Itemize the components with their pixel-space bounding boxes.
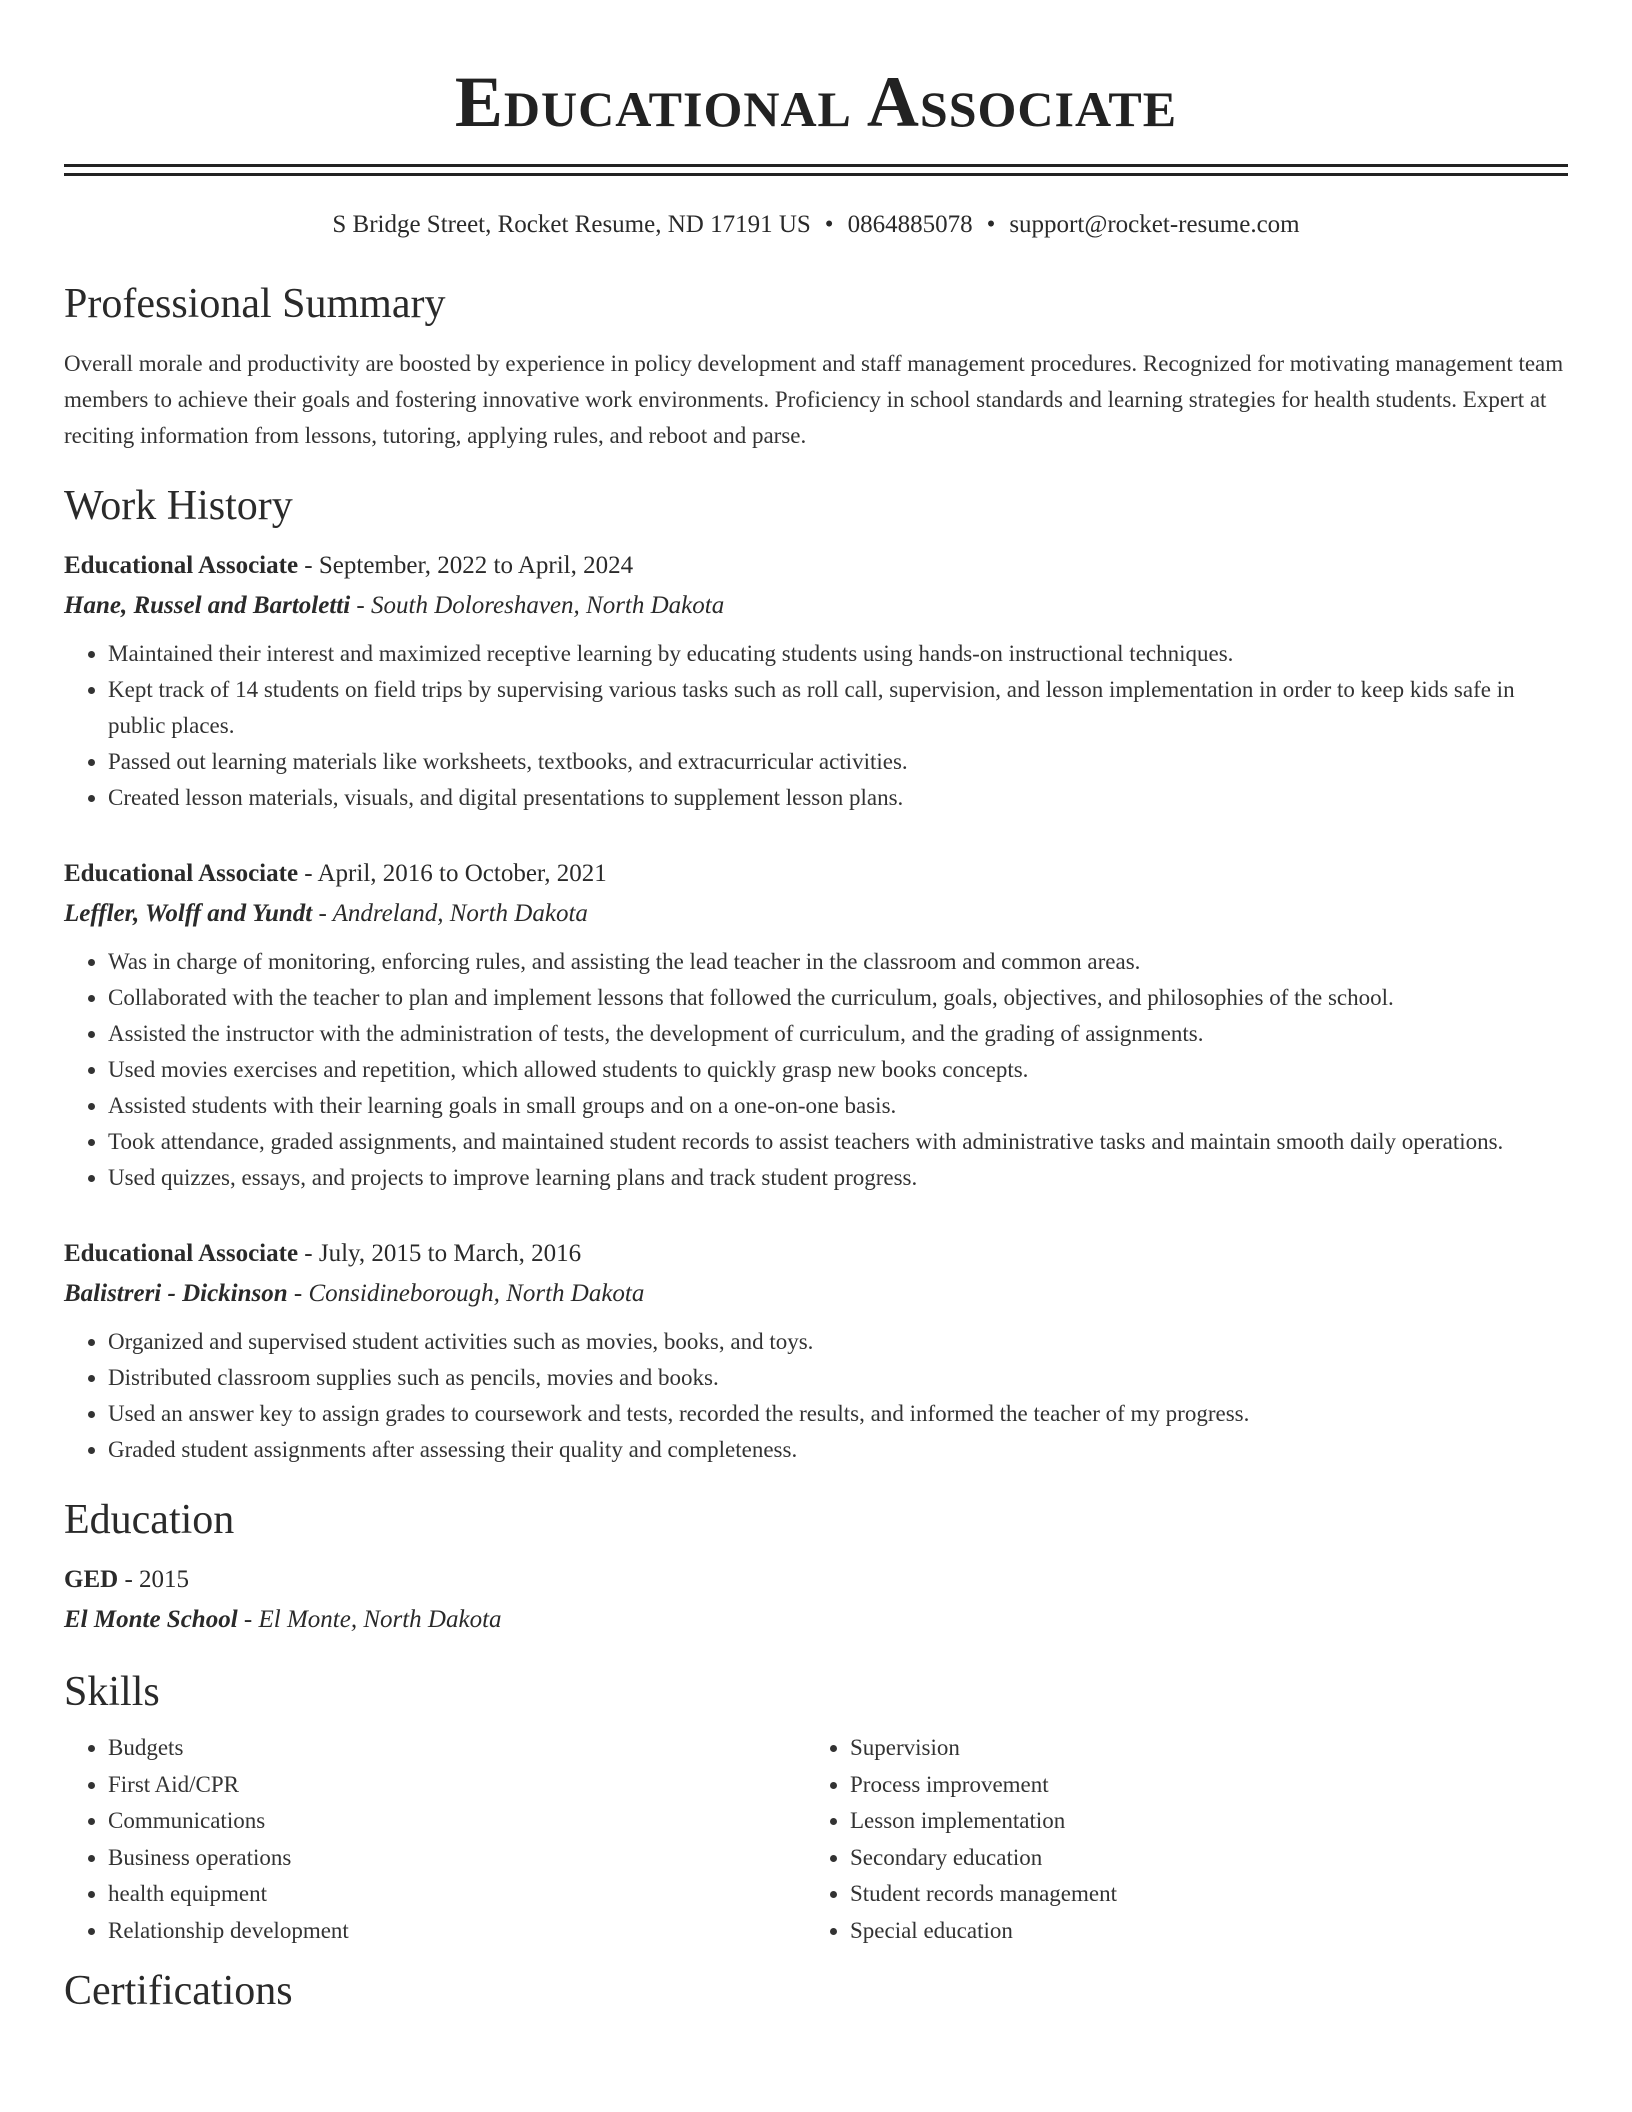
- job-dates: July, 2015 to March, 2016: [318, 1240, 582, 1267]
- job-location: Andreland, North Dakota: [332, 900, 588, 927]
- job-bullets: [64, 1324, 1568, 1468]
- contact-separator: •: [824, 211, 834, 238]
- skill-item: • Communications: [108, 1803, 806, 1840]
- skill-item: • Secondary education: [850, 1840, 1548, 1877]
- resume-title: Educational Associate: [454, 62, 1178, 142]
- summary-text: Overall morale and productivity are boosted by experience in policy development and staff management procedures. Recognized for motivating management team members to achieve their goals and fostering innovative work environments. Proficiency in school standards and learning strategies for health students. Expert at reciting information from lessons, tutoring, applying rules, and reboot and parse.: [64, 351, 1564, 448]
- job-role: Educational Associate: [64, 1240, 299, 1267]
- skills-columns: [64, 1730, 1568, 1949]
- education-school: El Monte School: [64, 1606, 238, 1633]
- skills-column-left: [64, 1730, 806, 1949]
- job-bullet: • Distributed classroom supplies such as pencils, movies and books.: [108, 1360, 1568, 1396]
- skill-item: • Business operations: [108, 1840, 806, 1877]
- education-year: 2015: [139, 1566, 190, 1593]
- education-degree-line: GED - 2015: [64, 1566, 190, 1593]
- contact-line: [64, 208, 1568, 242]
- job-bullets: [64, 636, 1568, 816]
- job-bullet: • Created lesson materials, visuals, and digital presentations to supplement lesson plans.: [108, 780, 1568, 816]
- job-dates: April, 2016 to October, 2021: [317, 860, 607, 887]
- job-dates: September, 2022 to April, 2024: [318, 552, 634, 579]
- skill-item: • Student records management: [850, 1876, 1548, 1913]
- job-role: Educational Associate: [64, 860, 299, 887]
- job-bullet: • Took attendance, graded assignments, and maintained student records to assist teachers with administrative tasks and maintain smooth daily operations.: [108, 1124, 1568, 1160]
- job-entry: [64, 1234, 1568, 1468]
- education-entry: [64, 1560, 1568, 1640]
- skill-item: • First Aid/CPR: [108, 1767, 806, 1804]
- contact-email: support@rocket-resume.com: [1009, 211, 1300, 238]
- job-bullet: • Used quizzes, essays, and projects to improve learning plans and track student progress.: [108, 1160, 1568, 1196]
- section-heading-education: Education: [64, 1497, 235, 1543]
- job-company-line: Hane, Russel and Bartoletti - South Doloreshaven, North Dakota: [64, 592, 725, 619]
- job-bullet: • Was in charge of monitoring, enforcing rules, and assisting the lead teacher in the classroom and common areas.: [108, 944, 1568, 980]
- job-bullet: • Passed out learning materials like worksheets, textbooks, and extracurricular activities.: [108, 744, 1568, 780]
- job-header: Educational Associate - April, 2016 to October, 2021: [64, 860, 607, 887]
- skill-item: • Special education: [850, 1913, 1548, 1950]
- job-location: South Doloreshaven, North Dakota: [371, 592, 725, 619]
- job-bullet: • Graded student assignments after assessing their quality and completeness.: [108, 1432, 1568, 1468]
- job-company: Balistreri - Dickinson: [64, 1280, 288, 1307]
- job-bullet: • Used movies exercises and repetition, which allowed students to quickly grasp new books concepts.: [108, 1052, 1568, 1088]
- job-role: Educational Associate: [64, 552, 299, 579]
- education-degree: GED: [64, 1566, 119, 1593]
- skill-item: • Lesson implementation: [850, 1803, 1548, 1840]
- section-heading-certifications: Certifications: [64, 1968, 293, 2014]
- job-header: Educational Associate - September, 2022 to April, 2024: [64, 552, 634, 579]
- skill-item: • health equipment: [108, 1876, 806, 1913]
- job-bullet: • Maintained their interest and maximized receptive learning by educating students using hands-on instructional techniques.: [108, 636, 1568, 672]
- job-bullet: • Organized and supervised student activities such as movies, books, and toys.: [108, 1324, 1568, 1360]
- job-bullet: • Used an answer key to assign grades to coursework and tests, recorded the results, and informed the teacher of my progress.: [108, 1396, 1568, 1432]
- job-bullet: • Assisted students with their learning goals in small groups and on a one-on-one basis.: [108, 1088, 1568, 1124]
- job-location: Considineborough, North Dakota: [308, 1280, 645, 1307]
- job-company: Hane, Russel and Bartoletti: [64, 592, 351, 619]
- job-header: Educational Associate - July, 2015 to March, 2016: [64, 1240, 582, 1267]
- job-company-line: Leffler, Wolff and Yundt - Andreland, North Dakota: [64, 900, 588, 927]
- skill-item: • Process improvement: [850, 1767, 1548, 1804]
- job-bullet: • Kept track of 14 students on field trips by supervising various tasks such as roll call, supervision, and lesson implementation in order to keep kids safe in public places.: [108, 672, 1568, 744]
- job-bullets: [64, 944, 1568, 1196]
- skill-item: • Budgets: [108, 1730, 806, 1767]
- job-bullet: • Collaborated with the teacher to plan and implement lessons that followed the curriculum, goals, objectives, and philosophies of the school.: [108, 980, 1568, 1016]
- education-school-line: El Monte School - El Monte, North Dakota: [64, 1606, 502, 1633]
- job-company: Leffler, Wolff and Yundt: [64, 900, 313, 927]
- job-bullet: • Assisted the instructor with the administration of tests, the development of curriculum, and the grading of assignments.: [108, 1016, 1568, 1052]
- skill-item: • Supervision: [850, 1730, 1548, 1767]
- skill-item: • Relationship development: [108, 1913, 806, 1950]
- education-location: El Monte, North Dakota: [258, 1606, 502, 1633]
- title-double-rule: [64, 164, 1568, 176]
- section-heading-skills: Skills: [64, 1669, 160, 1715]
- section-heading-summary: Professional Summary: [64, 281, 446, 327]
- section-heading-work-history: Work History: [64, 483, 293, 529]
- job-entry: [64, 854, 1568, 1196]
- contact-phone: 0864885078: [847, 211, 973, 238]
- contact-address: S Bridge Street, Rocket Resume, ND 17191 US: [332, 211, 811, 238]
- job-company-line: Balistreri - Dickinson - Considineborough, North Dakota: [64, 1280, 645, 1307]
- job-entry: [64, 546, 1568, 816]
- contact-separator: •: [986, 211, 996, 238]
- skills-column-right: [806, 1730, 1548, 1949]
